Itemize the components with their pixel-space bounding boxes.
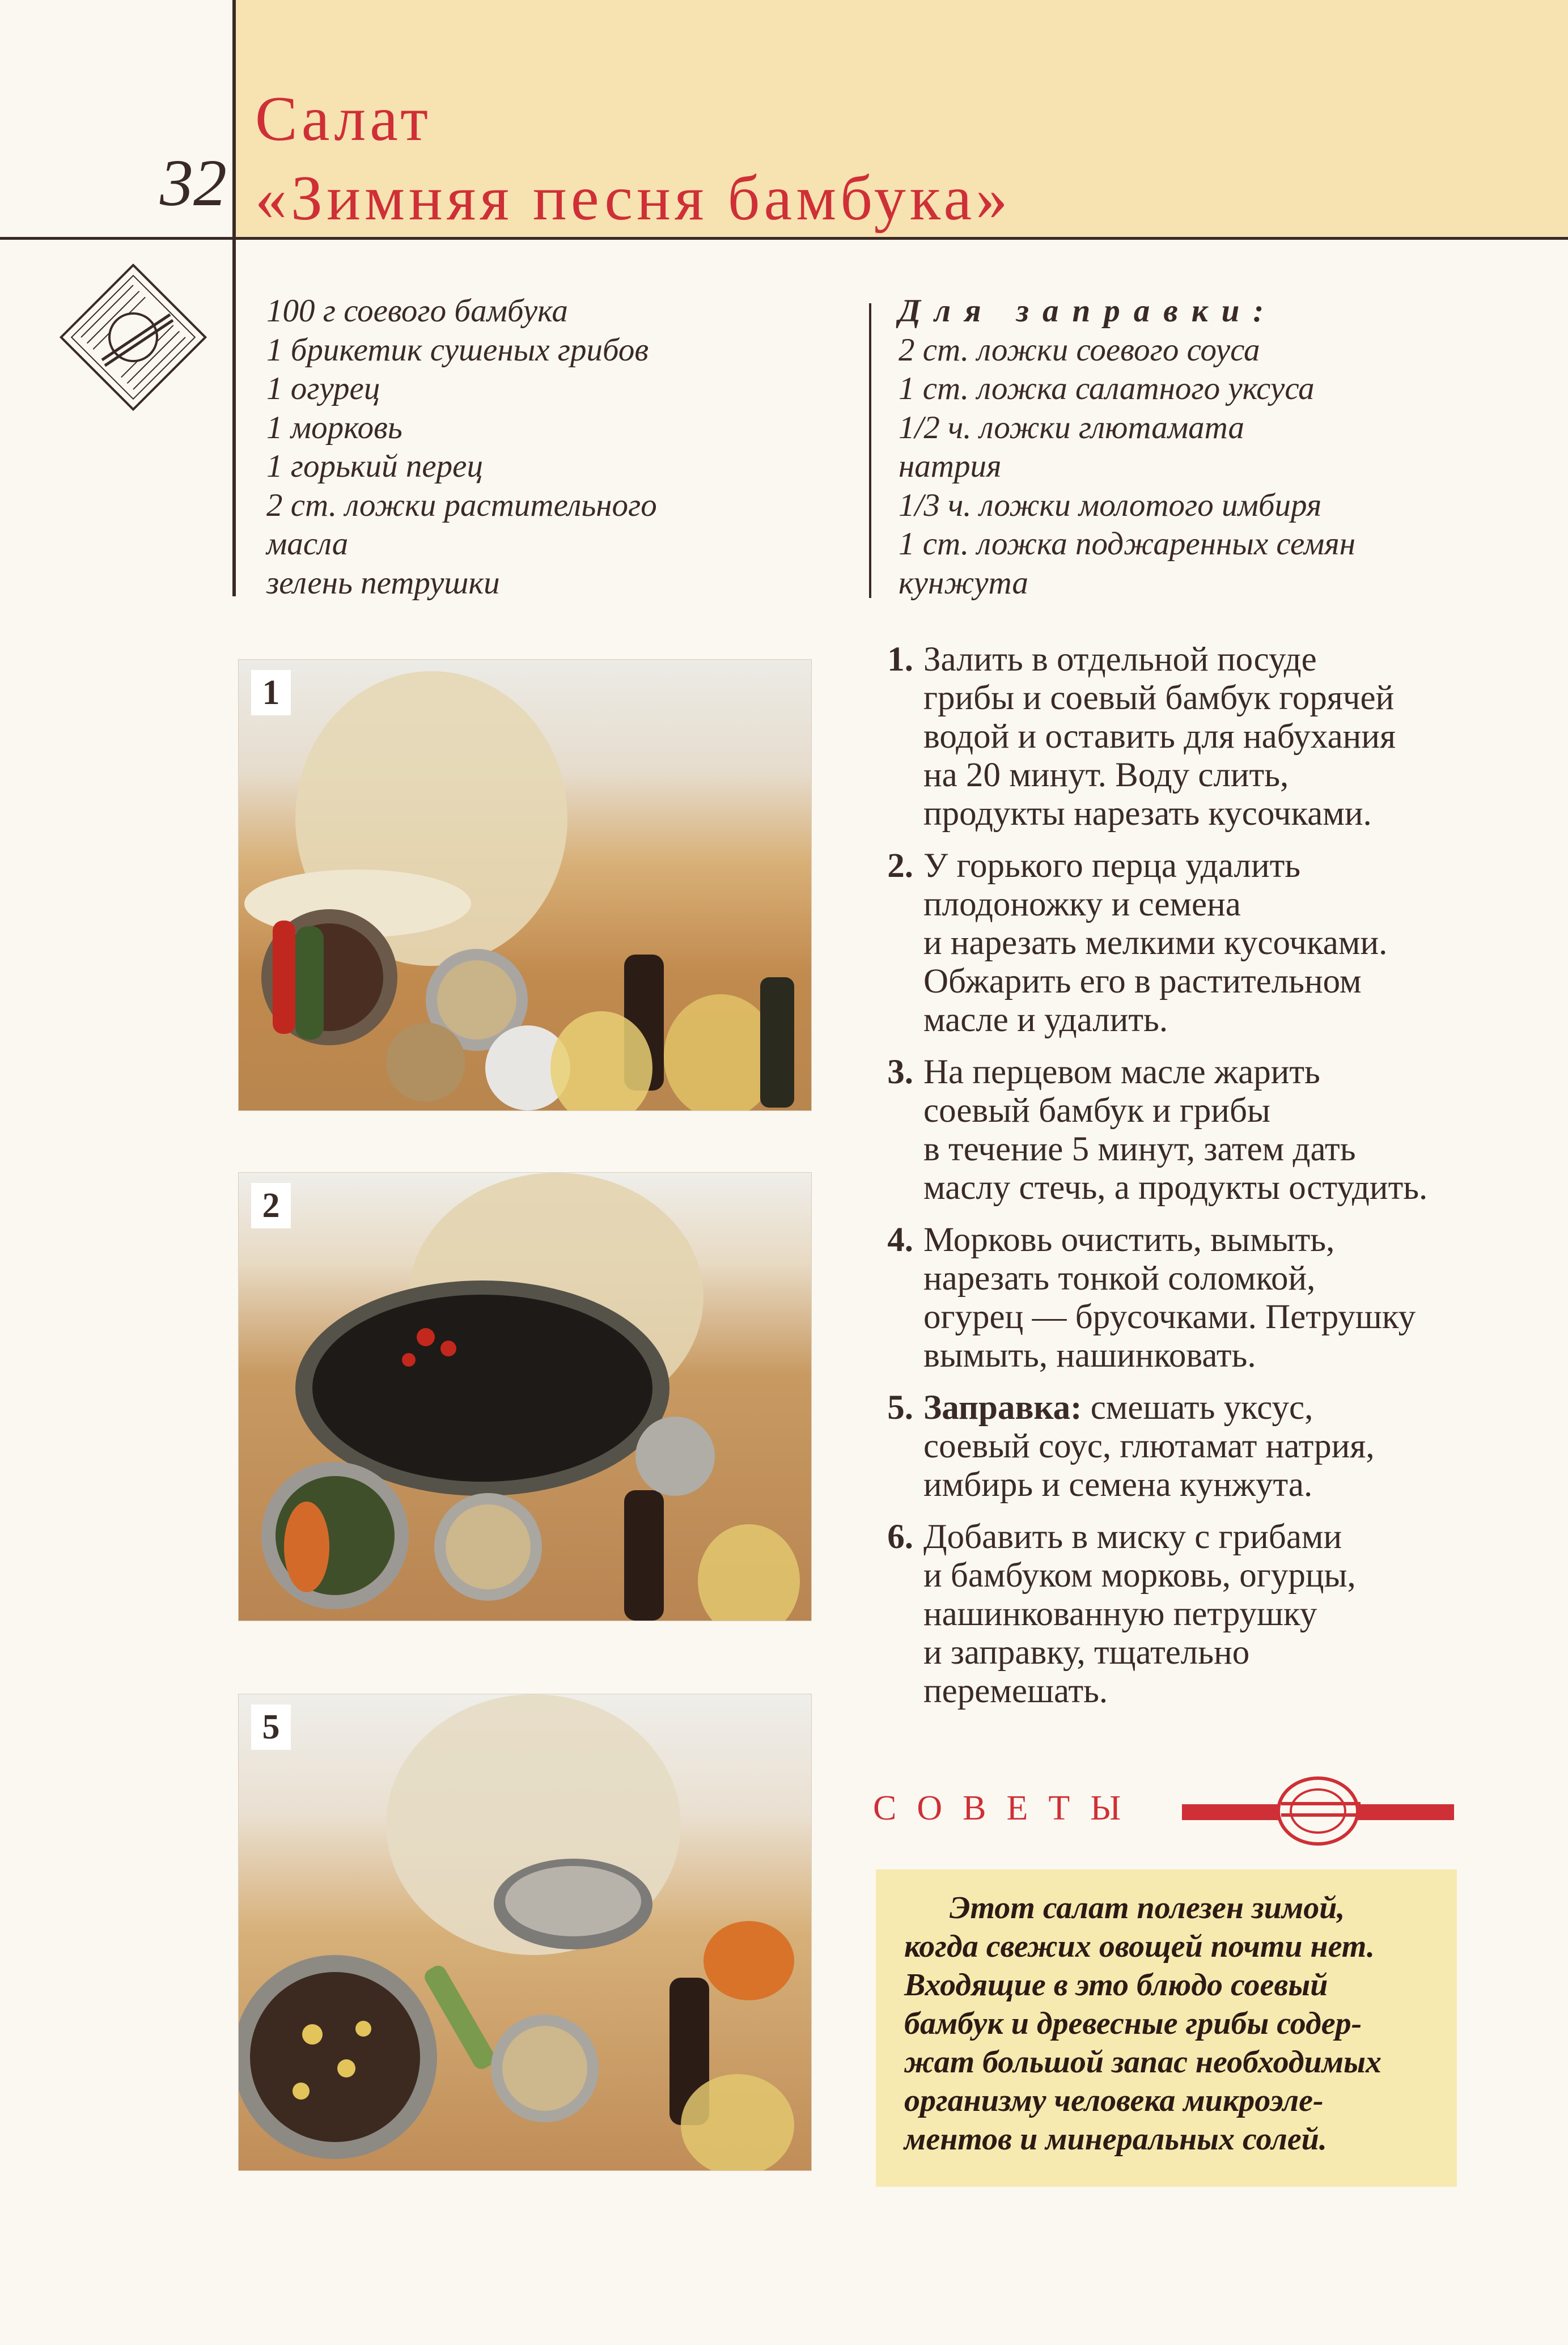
step-line: масле и удалить. <box>923 1001 1168 1039</box>
step-line: в течение 5 минут, затем дать <box>923 1130 1356 1168</box>
step-line: маслу стечь, а продукты остудить. <box>923 1169 1428 1207</box>
dressing-item: 1/3 ч. ложки молотого имбиря <box>899 487 1322 523</box>
tips-line: Этот салат полезен зимой, <box>950 1890 1345 1926</box>
step-line: нарезать тонкой соломкой, <box>923 1260 1316 1297</box>
tips-line: жат большой запас необходимых <box>904 2045 1381 2080</box>
ingredient-item: 2 ст. ложки растительного <box>266 487 657 523</box>
dressing-heading: Для заправки: <box>899 293 1278 329</box>
step-line: Залить в отдельной посуде <box>923 641 1317 679</box>
step-line: перемешать. <box>923 1672 1108 1710</box>
dressing-item: кунжута <box>899 565 1028 601</box>
ingredient-item: 100 г соевого бамбука <box>266 293 568 329</box>
plate-chopsticks-icon <box>1270 1774 1366 1848</box>
step-line: Добавить в миску с грибами <box>923 1518 1342 1556</box>
step-photo-2 <box>238 1172 812 1621</box>
photo-label: 2 <box>251 1183 291 1228</box>
step-number: 1. <box>887 641 913 679</box>
step-photo-5 <box>238 1694 812 2171</box>
photo-label: 1 <box>251 670 291 715</box>
step-5 <box>870 1389 1522 1504</box>
step-number: 4. <box>887 1221 913 1259</box>
page-number: 32 <box>160 146 227 220</box>
step-line: На перцевом масле жарить <box>923 1053 1320 1091</box>
step-line: на 20 минут. Воду слить, <box>923 756 1289 794</box>
step-text <box>923 847 1387 1040</box>
bamboo-emblem-icon <box>57 261 210 414</box>
step-line: плодоножку и семена <box>923 885 1241 923</box>
ingredient-separator <box>869 303 871 598</box>
step-text <box>923 1389 1375 1504</box>
ingredient-list <box>266 292 657 603</box>
step-line: продукты нарезать кусочками. <box>923 795 1372 833</box>
photo-illustration <box>239 1694 811 2170</box>
step-photo-1 <box>238 659 812 1111</box>
dressing-item: 2 ст. ложки соевого соуса <box>899 332 1260 368</box>
step-line: У горького перца удалить <box>923 847 1301 885</box>
instructions <box>870 641 1522 1724</box>
tips-box <box>876 1869 1457 2187</box>
step-line: водой и оставить для набухания <box>923 718 1396 756</box>
step-line: и нарезать мелкими кусочками. <box>923 924 1388 962</box>
dressing-item: 1/2 ч. ложки глютамата <box>899 409 1244 446</box>
step-number: 6. <box>887 1518 913 1556</box>
step-text <box>923 1518 1356 1711</box>
photo-illustration <box>239 660 811 1110</box>
step-line: соевый соус, глютамат натрия, <box>923 1427 1375 1465</box>
tips-line: бамбук и древесные грибы содер- <box>904 2006 1362 2041</box>
step-line: и бамбуком морковь, огурцы, <box>923 1557 1356 1595</box>
step-text <box>923 1053 1427 1207</box>
step-line-rest: смешать уксус, <box>1082 1389 1313 1427</box>
step-3 <box>870 1053 1522 1207</box>
ingredient-item: 1 огурец <box>266 371 380 406</box>
tips-line: Входящие в это блюдо соевый <box>904 1967 1328 2003</box>
dressing-lead: Заправка: <box>923 1389 1082 1427</box>
ingredient-item: зелень петрушки <box>266 565 500 601</box>
step-2 <box>870 847 1522 1040</box>
photo-label: 5 <box>251 1704 291 1750</box>
step-1 <box>870 641 1522 833</box>
step-number: 5. <box>887 1389 913 1427</box>
step-text <box>923 1221 1416 1375</box>
step-number: 2. <box>887 847 913 885</box>
ingredient-item: 1 брикетик сушеных грибов <box>266 332 649 368</box>
ingredient-item: 1 горький перец <box>266 448 483 484</box>
page-title <box>255 79 1011 238</box>
tips-heading: СОВЕТЫ <box>873 1789 1142 1827</box>
step-line: и заправку, тщательно <box>923 1634 1250 1672</box>
ingredient-item: масла <box>266 526 349 562</box>
dressing-item: 1 ст. ложка салатного уксуса <box>899 371 1315 406</box>
step-line: грибы и соевый бамбук горячей <box>923 679 1395 717</box>
step-line: огурец — брусочками. Петрушку <box>923 1298 1416 1336</box>
tips-line: организму человека микроэле- <box>904 2083 1324 2118</box>
step-line: вымыть, нашинковать. <box>923 1337 1256 1375</box>
step-line: имбирь и семена кунжута. <box>923 1466 1313 1504</box>
step-line: соевый бамбук и грибы <box>923 1092 1270 1130</box>
photo-illustration <box>239 1173 811 1621</box>
dressing-item: натрия <box>899 448 1002 484</box>
title-line-1: Салат <box>255 84 433 154</box>
step-text <box>923 641 1396 833</box>
step-line <box>923 1389 1375 1427</box>
vertical-rule <box>232 0 236 596</box>
step-line: Обжарить его в растительном <box>923 962 1362 1000</box>
title-line-2: «Зимняя песня бамбука» <box>255 163 1012 234</box>
dressing-item: 1 ст. ложка поджаренных семян <box>899 526 1355 562</box>
tips-line: когда свежих овощей почти нет. <box>904 1929 1375 1964</box>
step-4 <box>870 1221 1522 1375</box>
step-line: Морковь очистить, вымыть, <box>923 1221 1335 1259</box>
step-number: 3. <box>887 1053 913 1091</box>
step-line: нашинкованную петрушку <box>923 1595 1317 1633</box>
tips-line: ментов и минеральных солей. <box>904 2122 1327 2157</box>
step-6 <box>870 1518 1522 1711</box>
dressing-list <box>899 292 1355 603</box>
ingredient-item: 1 морковь <box>266 409 402 446</box>
